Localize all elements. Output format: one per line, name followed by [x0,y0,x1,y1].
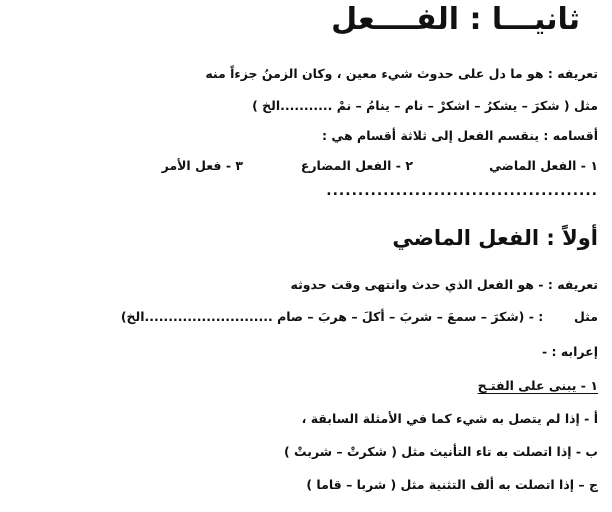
verb-divisions-list [38,158,598,176]
rule1-heading: ١ - يبنى على الفتـح [477,378,598,393]
section-heading-past-verb: أولاً : الفعل الماضي [392,226,598,250]
verb-examples: مثل ( شكرَ – يشكرُ – اشكرْ – نام – ينامُ – نمْ ...........الخ ) [252,98,598,113]
rule-a: أ - إذا لم يتصل به شيء كما في الأمثلة السابقة ، [301,411,598,426]
rule1-heading-wrap [478,378,598,393]
past-verb-parsing: إعرابه : - [541,344,598,359]
verb-divisions-intro: أقسامه : ينقسم الفعل إلى ثلاثة أقسام هي : [322,128,598,143]
division-present: ٢ - الفعل المضارع [300,158,413,173]
rule-c: ج – إذا اتصلت به ألف التثنية مثل ( شربا – قاما ) [306,477,598,492]
dotted-separator: ........................................... [326,186,598,196]
verb-definition: تعريفه : هو ما دل على حدوث شيء معين ، وكان الزمنُ جزءاً منه [205,66,598,81]
past-verb-examples-list: : - (شكرَ – سمعَ – شربَ – أكلَ – هربَ – صام ...........................الخ) [120,309,544,324]
past-verb-definition: تعريفه : - هو الفعل الذي حدث وانتهى وقت حدوثه [290,277,598,292]
page-title: ثانيـــا : الفــــعل [331,2,580,37]
division-past: ١ - الفعل الماضي [489,158,598,173]
division-imperative: ٣ - فعل الأمر [161,158,243,173]
past-verb-examples [121,309,598,324]
past-verb-examples-label: مثل [574,309,598,324]
rule-b: ب - إذا اتصلت به تاء التأنيث مثل ( شكرتْ – شربتْ ) [283,444,598,459]
